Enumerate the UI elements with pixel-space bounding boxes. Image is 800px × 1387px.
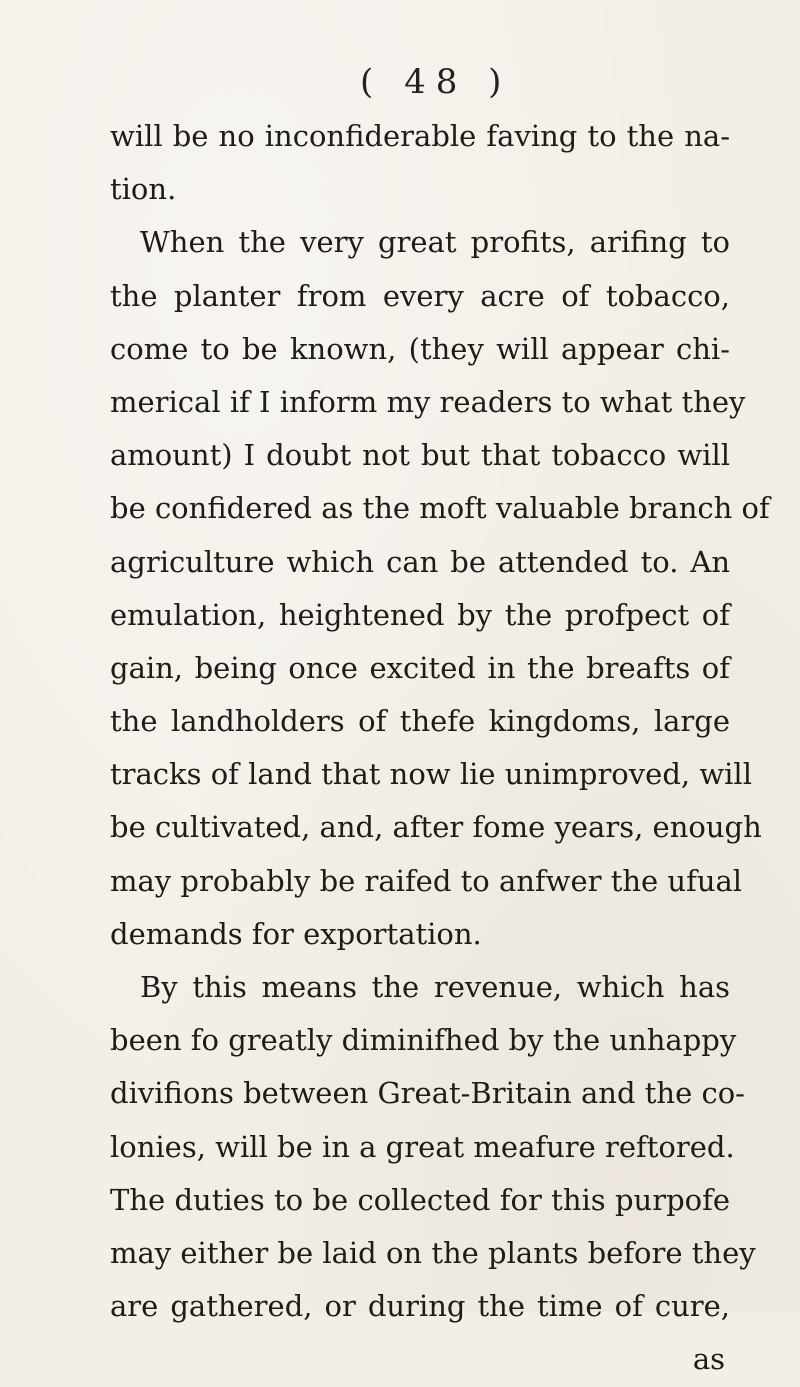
text-line: come to be known, (they will appear chi-: [110, 331, 730, 366]
text-line: tracks of land that now lie unimproved, will: [110, 757, 752, 792]
text-line: tion.: [110, 172, 177, 207]
text-line: divifions between Great-Britain and the co-: [110, 1076, 745, 1111]
text-line: When the very great profits, arifing to: [140, 225, 730, 260]
text-line: emulation, heightened by the profpect of: [110, 597, 730, 632]
text-line: lonies, will be in a great meafure reftored.: [110, 1129, 735, 1164]
text-line: may either be laid on the plants before they: [110, 1235, 756, 1270]
text-line: be cultivated, and, after fome years, enough: [110, 810, 762, 845]
text-line: may probably be raifed to anfwer the ufual: [110, 863, 743, 898]
text-line: demands for exportation.: [110, 916, 482, 951]
text-line: will be no inconfiderable faving to the na-: [110, 119, 730, 153]
body-text: [110, 110, 770, 1387]
text-line: merical if I inform my readers to what they: [110, 384, 746, 419]
text-line: gain, being once excited in the breafts of: [110, 650, 730, 685]
text-line: be confidered as the moft valuable branch of: [110, 491, 770, 526]
page-number: ( 48 ): [360, 62, 512, 102]
text-line: By this means the revenue, which has: [140, 970, 730, 1004]
text-line: are gathered, or during the time of cure,: [110, 1289, 730, 1324]
text-line: been fo greatly diminifhed by the unhappy: [110, 1023, 737, 1058]
text-line: The duties to be collected for this purpofe: [110, 1182, 730, 1217]
text-line: the landholders of thefe kingdoms, large: [110, 704, 730, 739]
text-line: amount) I doubt not but that tobacco will: [110, 438, 730, 473]
text-line: the planter from every acre of tobacco,: [110, 278, 730, 313]
catchword: as: [692, 1342, 725, 1377]
text-line: agriculture which can be attended to. An: [110, 544, 730, 579]
